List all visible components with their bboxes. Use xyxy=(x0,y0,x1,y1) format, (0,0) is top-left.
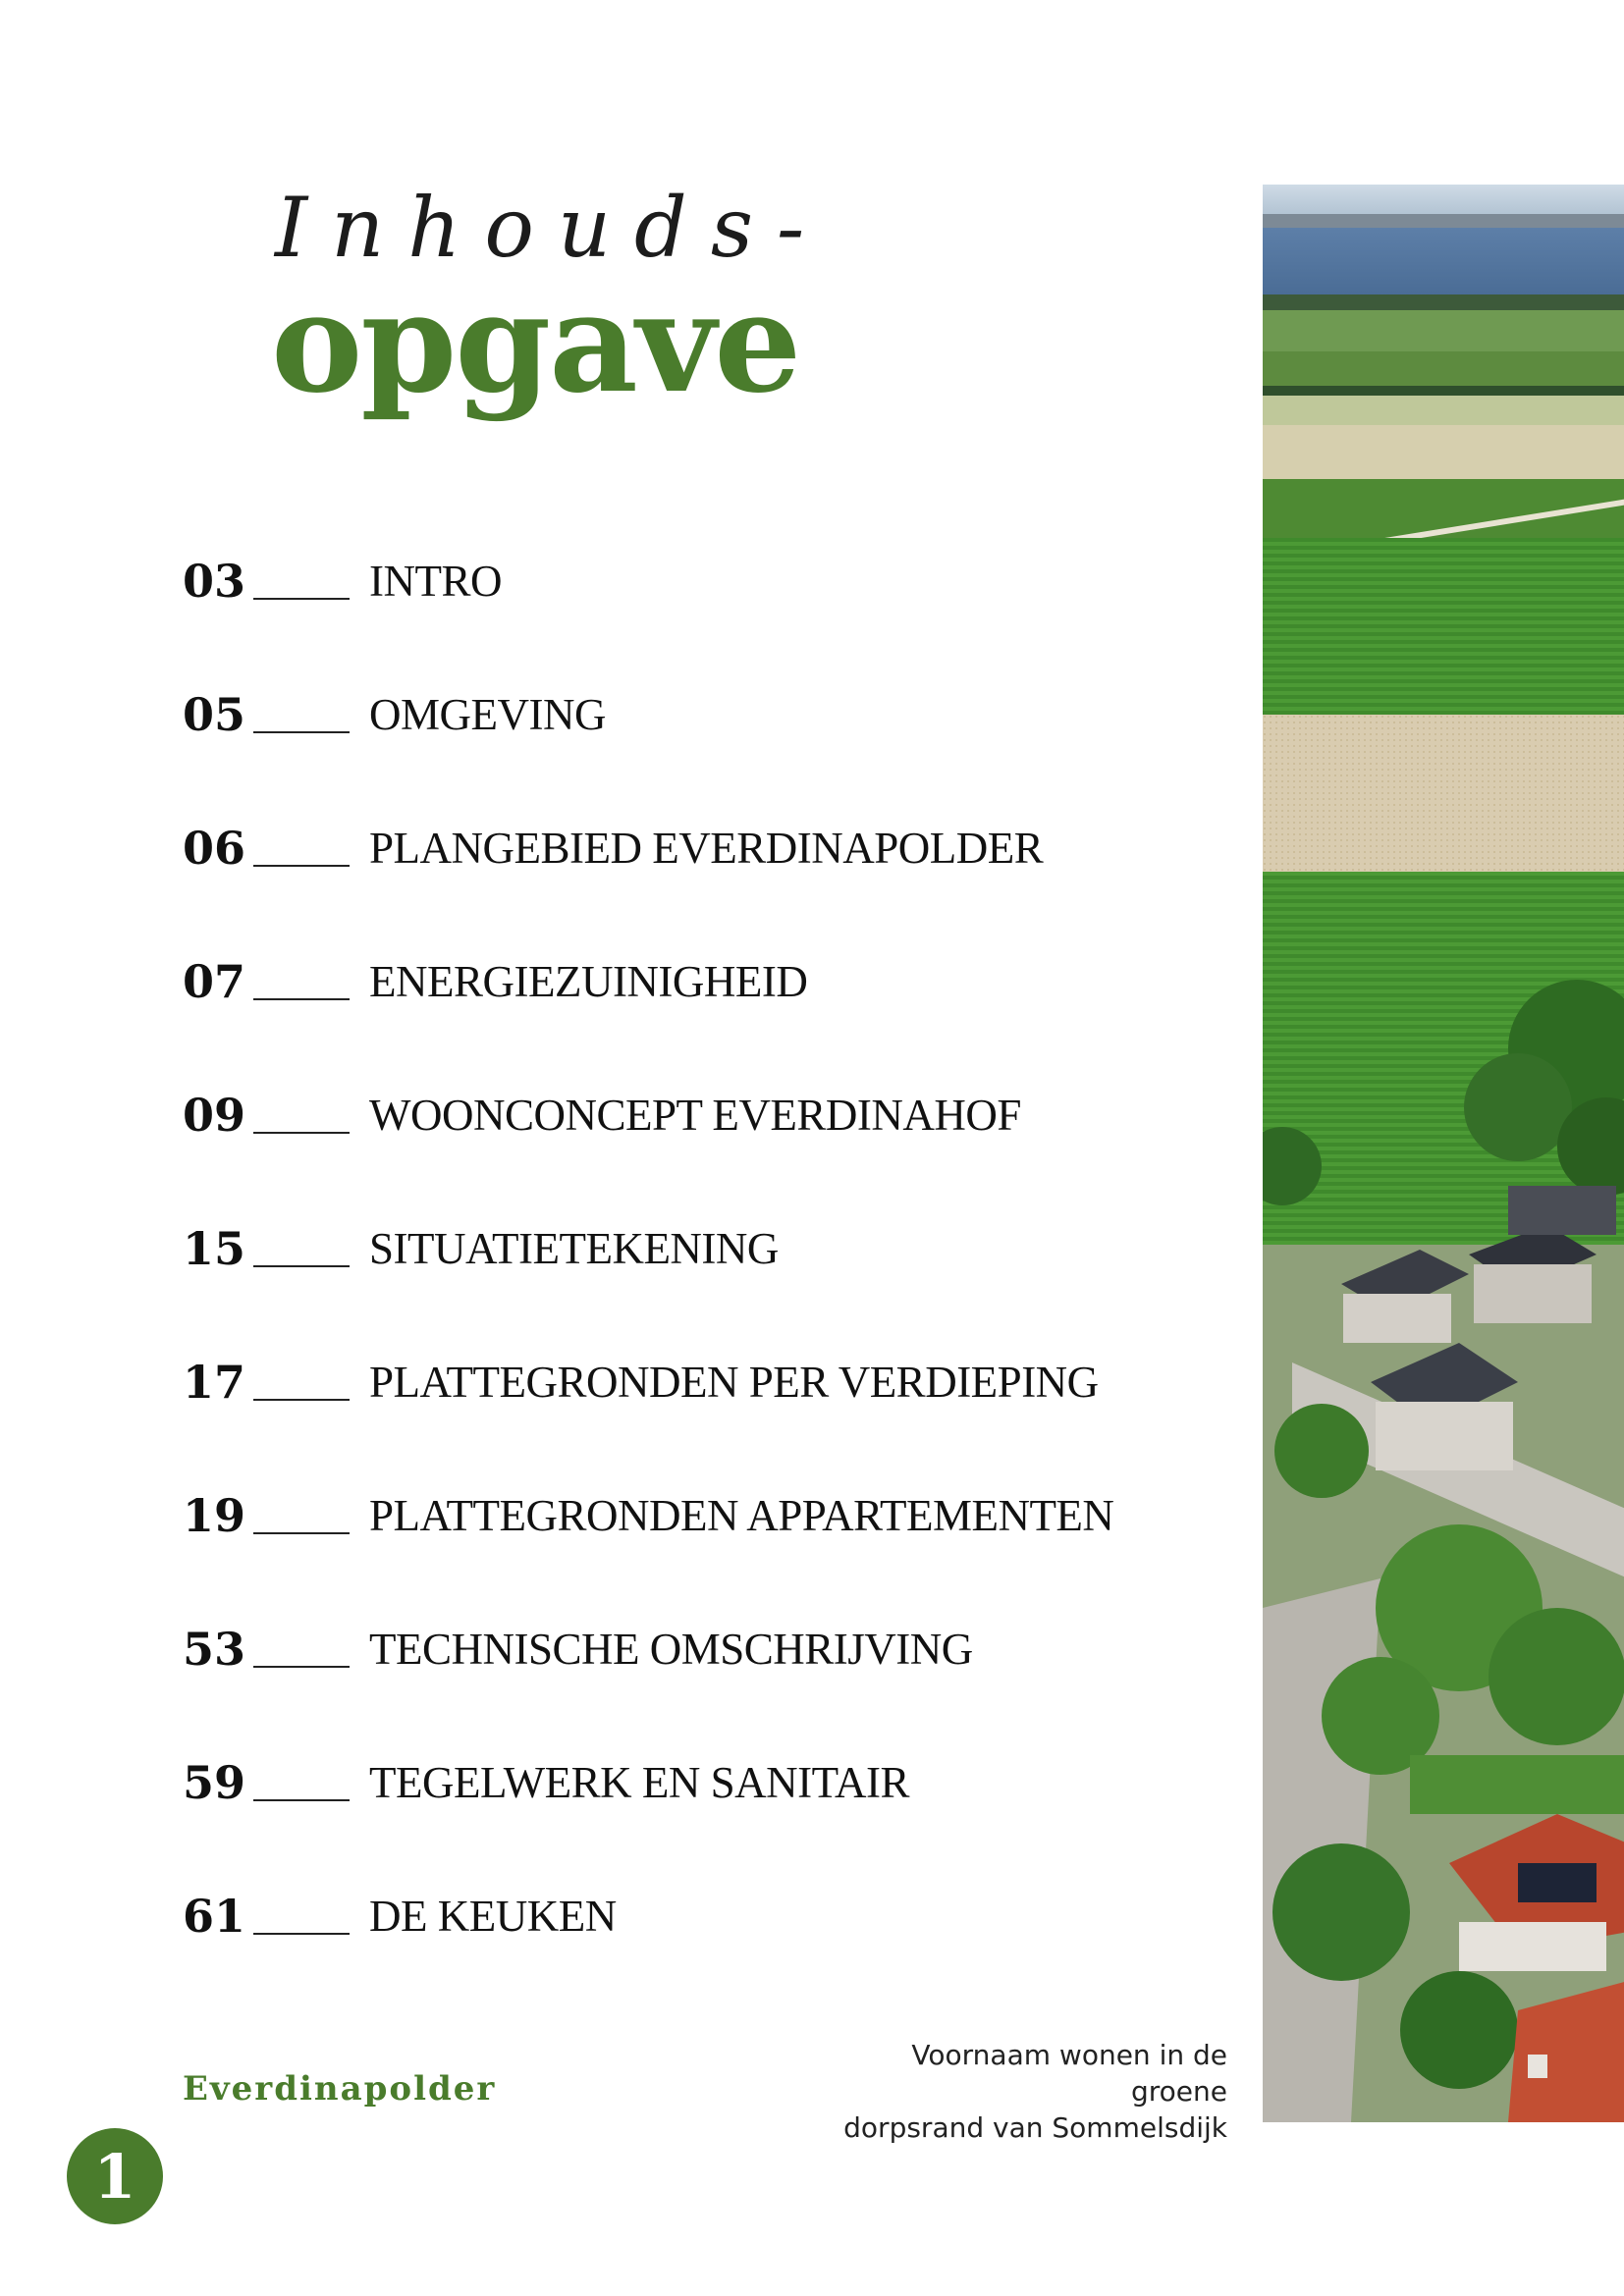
toc-label: WOONCONCEPT EVERDINAHOF xyxy=(369,1091,1021,1140)
toc-label: INTRO xyxy=(369,557,502,606)
tagline-line-2: dorpsrand van Sommelsdijk xyxy=(843,2111,1227,2144)
title-line-1: Inhouds- xyxy=(275,180,829,276)
toc-item[interactable] xyxy=(183,535,502,608)
toc-leader-line xyxy=(253,998,350,1000)
tagline-line-1: Voornaam wonen in de groene xyxy=(911,2039,1227,2108)
toc-page-number: 15 xyxy=(183,1222,246,1275)
toc-page-number: 03 xyxy=(183,555,246,608)
toc-page-number: 17 xyxy=(183,1356,246,1409)
aerial-landscape-photo xyxy=(1263,185,1624,2122)
toc-item[interactable] xyxy=(183,668,606,741)
toc-label: TECHNISCHE OMSCHRIJVING xyxy=(369,1625,973,1674)
toc-page-number: 59 xyxy=(183,1756,246,1809)
title-line-2: opgave xyxy=(271,263,800,424)
toc-item[interactable] xyxy=(183,935,808,1008)
toc-leader-line xyxy=(253,865,350,867)
toc-item[interactable] xyxy=(183,802,1044,875)
tagline xyxy=(815,2037,1227,2146)
toc-label: TEGELWERK EN SANITAIR xyxy=(369,1758,909,1807)
toc-label: PLATTEGRONDEN APPARTEMENTEN xyxy=(369,1491,1114,1540)
toc-label: PLATTEGRONDEN PER VERDIEPING xyxy=(369,1358,1099,1407)
toc-page-number: 53 xyxy=(183,1623,246,1676)
toc-page-number: 07 xyxy=(183,955,246,1008)
toc-label: SITUATIETEKENING xyxy=(369,1224,779,1273)
brand-name: Everdinapolder xyxy=(183,2069,497,2109)
toc-label: ENERGIEZUINIGHEID xyxy=(369,957,808,1006)
toc-item[interactable] xyxy=(183,1736,909,1809)
toc-item[interactable] xyxy=(183,1469,1114,1542)
toc-leader-line xyxy=(253,1799,350,1801)
toc-item[interactable] xyxy=(183,1336,1099,1409)
toc-leader-line xyxy=(253,1265,350,1267)
toc-label: PLANGEBIED EVERDINAPOLDER xyxy=(369,824,1044,873)
toc-page-number: 05 xyxy=(183,688,246,741)
toc-item[interactable] xyxy=(183,1202,779,1275)
aerial-photo-illustration xyxy=(1263,185,1624,2122)
toc-item[interactable] xyxy=(183,1069,1021,1142)
toc-label: DE KEUKEN xyxy=(369,1892,617,1941)
toc-leader-line xyxy=(253,1933,350,1935)
toc-page-number: 06 xyxy=(183,822,246,875)
toc-leader-line xyxy=(253,731,350,733)
toc-page-number: 61 xyxy=(183,1890,246,1943)
toc-leader-line xyxy=(253,1532,350,1534)
toc-item[interactable] xyxy=(183,1603,973,1676)
toc-leader-line xyxy=(253,1399,350,1401)
toc-leader-line xyxy=(253,1666,350,1668)
toc-leader-line xyxy=(253,1132,350,1134)
toc-label: OMGEVING xyxy=(369,690,606,739)
toc-page-number: 09 xyxy=(183,1089,246,1142)
toc-page-number: 19 xyxy=(183,1489,246,1542)
toc-leader-line xyxy=(253,598,350,600)
toc-item[interactable] xyxy=(183,1870,617,1943)
page-number-badge: 1 xyxy=(67,2128,163,2224)
